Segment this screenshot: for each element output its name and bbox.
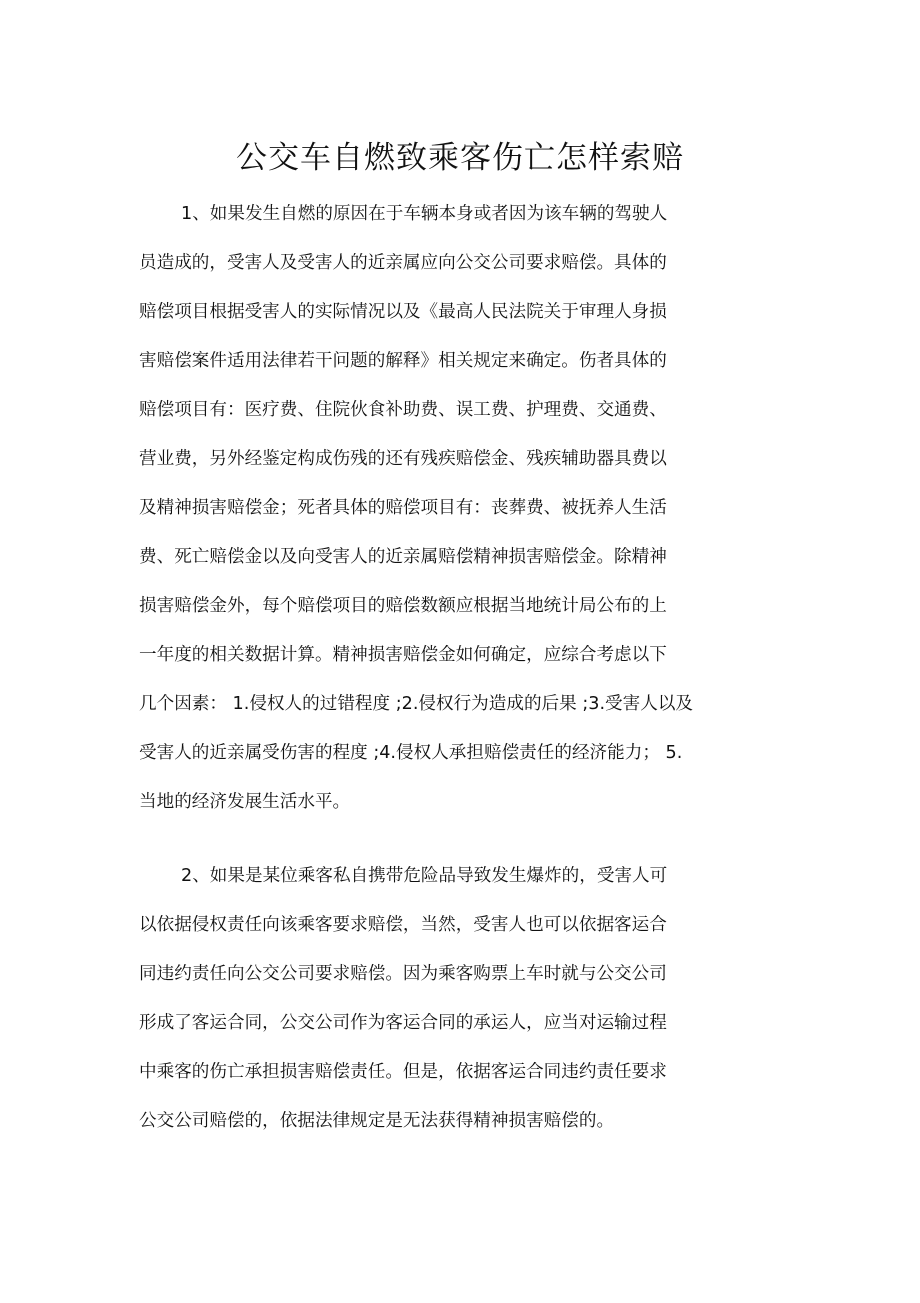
paragraph-line: 中乘客的伤亡承担损害赔偿责任。但是，依据客运合同违约责任要求 [139,1062,667,1082]
paragraph-line: 赔偿项目根据受害人的实际情况以及《最高人民法院关于审理人身损 [139,302,667,322]
paragraph-line: 一年度的相关数据计算。精神损害赔偿金如何确定，应综合考虑以下 [139,645,667,665]
paragraph-line: 损害赔偿金外，每个赔偿项目的赔偿数额应根据当地统计局公布的上 [139,596,667,616]
paragraph-line: 费、死亡赔偿金以及向受害人的近亲属赔偿精神损害赔偿金。除精神 [139,547,667,567]
paragraph-line: 以依据侵权责任向该乘客要求赔偿，当然，受害人也可以依据客运合 [139,915,667,935]
paragraph-line: 赔偿项目有：医疗费、住院伙食补助费、误工费、护理费、交通费、 [139,400,667,420]
paragraph-line: 害赔偿案件适用法律若干问题的解释》相关规定来确定。伤者具体的 [139,351,667,371]
paragraph-line: 形成了客运合同，公交公司作为客运合同的承运人，应当对运输过程 [139,1013,667,1033]
document-title: 公交车自燃致乘客伤亡怎样索赔 [236,140,684,176]
paragraph-line: 1、如果发生自燃的原因在于车辆本身或者因为该车辆的驾驶人 [181,204,668,224]
paragraph-line: 营业费，另外经鉴定构成伤残的还有残疾赔偿金、残疾辅助器具费以 [139,449,667,469]
paragraph-line: 及精神损害赔偿金；死者具体的赔偿项目有：丧葬费、被抚养人生活 [139,498,667,518]
paragraph-line: 当地的经济发展生活水平。 [139,792,351,812]
paragraph-line: 几个因素： 1.侵权人的过错程度 ;2.侵权行为造成的后果 ;3.受害人以及 [139,694,694,714]
paragraph-line: 2、如果是某位乘客私自携带危险品导致发生爆炸的，受害人可 [181,866,668,886]
paragraph-line: 同违约责任向公交公司要求赔偿。因为乘客购票上车时就与公交公司 [139,964,667,984]
paragraph-line: 受害人的近亲属受伤害的程度 ;4.侵权人承担赔偿责任的经济能力； 5. [139,743,683,763]
paragraph-line: 公交公司赔偿的，依据法律规定是无法获得精神损害赔偿的。 [139,1111,615,1131]
paragraph-line: 员造成的，受害人及受害人的近亲属应向公交公司要求赔偿。具体的 [139,253,667,273]
